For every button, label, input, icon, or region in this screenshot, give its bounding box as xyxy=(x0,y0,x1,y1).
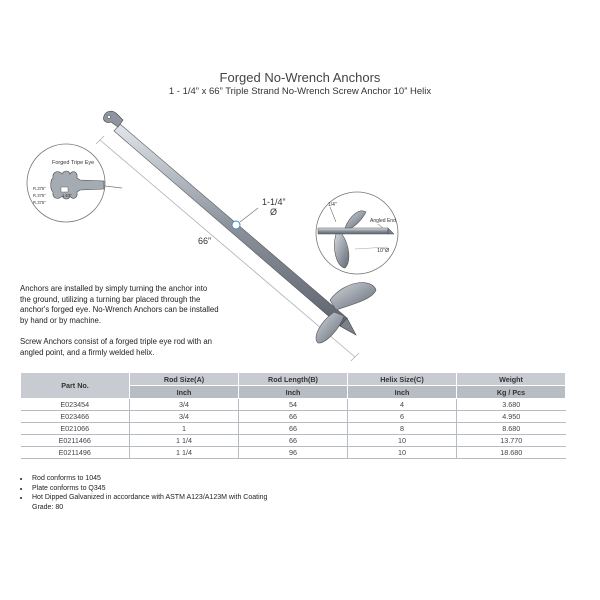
header-helix-size: Helix Size(C) xyxy=(348,373,457,386)
cell-weight: 4.950 xyxy=(457,411,566,423)
spec-table xyxy=(20,372,566,459)
table-row xyxy=(21,411,566,423)
cell-rod-length: 66 xyxy=(239,411,348,423)
header-rod-size: Rod Size(A) xyxy=(130,373,239,386)
unit-helix-size: Inch xyxy=(348,386,457,399)
cell-rod-size: 3/4 xyxy=(130,411,239,423)
rod-length-label: 66” xyxy=(198,236,212,246)
end-fraction-label: 1/4" xyxy=(328,202,337,208)
cell-weight: 13.770 xyxy=(457,435,566,447)
eye-dim-3: R.375" xyxy=(33,200,46,205)
header-weight: Weight xyxy=(457,373,566,386)
cell-part-no: E023454 xyxy=(21,399,130,411)
cell-part-no: E023466 xyxy=(21,411,130,423)
rod-diameter-label: 1-1/4” xyxy=(262,197,286,207)
eye-dim-2: R.375" xyxy=(33,193,46,198)
cell-weight: 18.680 xyxy=(457,447,566,459)
eye-detail-label: Forged Tripe Eye xyxy=(52,160,95,166)
table-row xyxy=(21,399,566,411)
eye-width-label: 1.67" xyxy=(62,193,72,198)
note-item: • Plate conforms to Q345 xyxy=(30,484,290,494)
spec-notes xyxy=(20,474,290,512)
cell-helix-size: 10 xyxy=(348,447,457,459)
cell-rod-size: 1 1/4 xyxy=(130,435,239,447)
cell-weight: 8.680 xyxy=(457,423,566,435)
cell-helix-size: 6 xyxy=(348,411,457,423)
cell-part-no: E0211466 xyxy=(21,435,130,447)
header-part-no: Part No. xyxy=(21,373,130,399)
cell-helix-size: 8 xyxy=(348,423,457,435)
cell-rod-size: 1 1/4 xyxy=(130,447,239,459)
cell-rod-length: 66 xyxy=(239,435,348,447)
cell-rod-length: 54 xyxy=(239,399,348,411)
description-install: Anchors are installed by simply turning the anchor into the ground, utilizing a turning bar placed through the anchor's forged eye. No-Wrench Anchors can be installed by hand or by machine. xyxy=(20,284,219,325)
cell-rod-length: 96 xyxy=(239,447,348,459)
diameter-symbol: Ø xyxy=(270,207,278,217)
unit-weight: Kg / Pcs xyxy=(457,386,566,399)
note-item: • Rod conforms to 1045 xyxy=(30,474,290,484)
cell-helix-size: 10 xyxy=(348,435,457,447)
eye-detail-circle xyxy=(27,144,122,222)
cell-part-no: E0211496 xyxy=(21,447,130,459)
unit-rod-size: Inch xyxy=(130,386,239,399)
cell-part-no: E021066 xyxy=(21,423,130,435)
table-row xyxy=(21,435,566,447)
table-row xyxy=(21,447,566,459)
section-marker xyxy=(232,221,240,229)
description-construction: Screw Anchors consist of a forged triple eye rod with an angled point, and a firmly welded helix. xyxy=(20,337,212,357)
header-rod-length: Rod Length(B) xyxy=(239,373,348,386)
helix-diameter-label: 10”Ø xyxy=(377,248,390,254)
cell-rod-length: 66 xyxy=(239,423,348,435)
eye-dim-1: R.375" xyxy=(33,186,46,191)
unit-rod-length: Inch xyxy=(239,386,348,399)
page-title: Forged No-Wrench Anchors xyxy=(219,70,381,85)
cell-rod-size: 1 xyxy=(130,423,239,435)
end-detail-circle xyxy=(316,192,398,274)
page-subtitle: 1 - 1/4” x 66” Triple Strand No-Wrench Screw Anchor 10” Helix xyxy=(168,86,432,97)
cell-weight: 3.680 xyxy=(457,399,566,411)
table-row xyxy=(21,423,566,435)
angled-end-label: Angled End xyxy=(370,218,396,224)
cell-rod-size: 3/4 xyxy=(130,399,239,411)
note-item: • Hot Dipped Galvanized in accordance with ASTM A123/A123M with Coating Grade: 80 xyxy=(30,493,290,512)
cell-helix-size: 4 xyxy=(348,399,457,411)
